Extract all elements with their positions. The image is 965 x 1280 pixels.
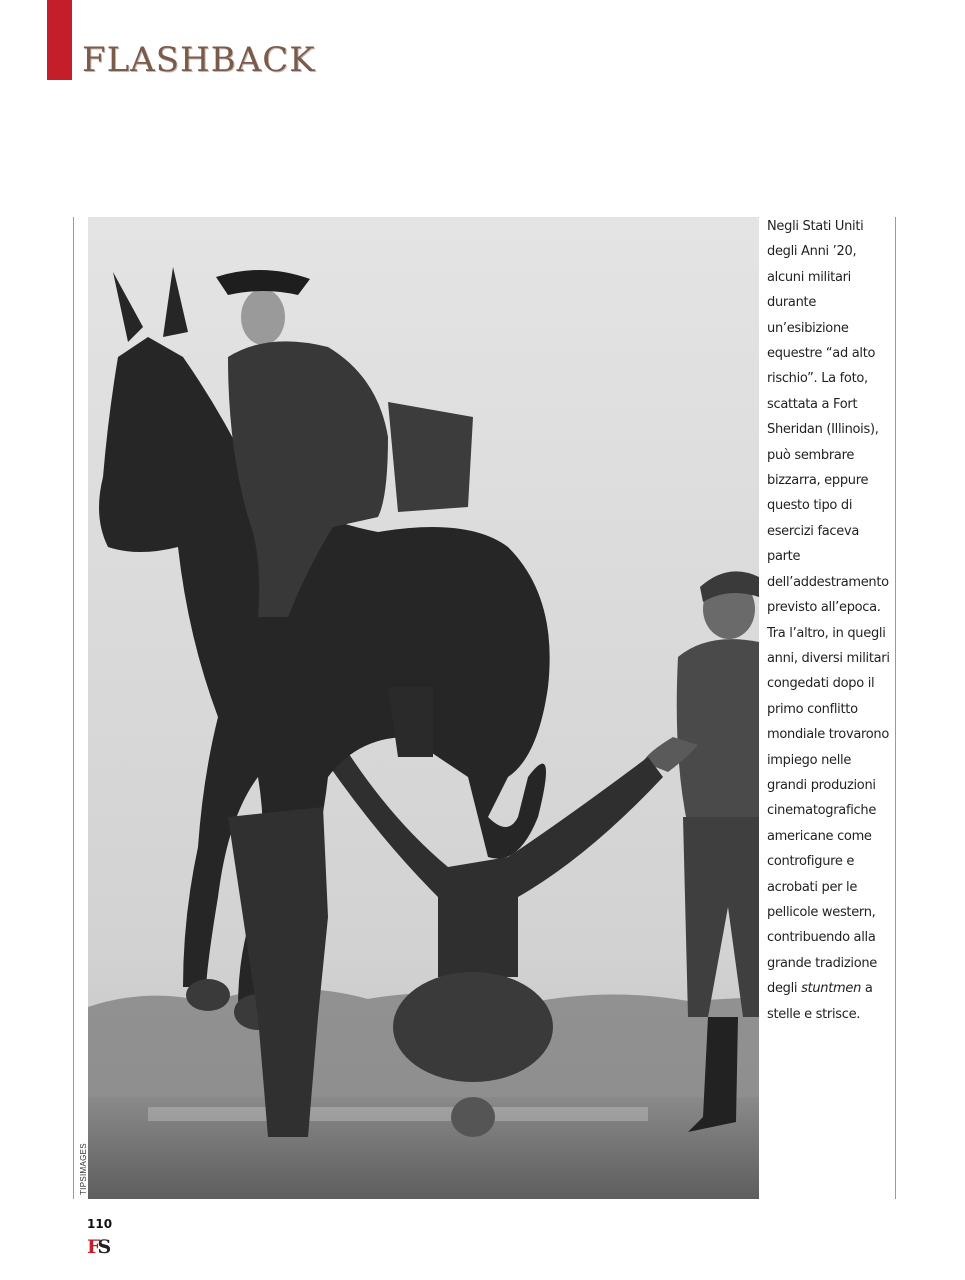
photo-illustration xyxy=(88,217,759,1199)
magazine-logo xyxy=(87,1236,108,1258)
caption-text: Negli Stati Uniti degli Anni ’20, alcuni militari durante un’esibizione equestre “ad alto rischio”. La foto, scattata a Fort Sheridan (Illinois), può sembrare bizzarra, eppure questo tipo di esercizi faceva parte dell’addestramento previsto all’epoca. Tra l’altro, in quegli anni, diversi militari congedati dopo il primo conflitto mondiale trovarono impiego nelle grandi produzioni cinematografiche americane come controfigure e acrobati per le pellicole western, contribuendo alla grande tradizione degli xyxy=(767,219,890,997)
caption-text-end: a stelle e strisce. xyxy=(767,981,873,1022)
historic-photo xyxy=(88,217,759,1199)
photo-credit: TIPSIMAGES xyxy=(79,1143,88,1195)
page-number: 110 xyxy=(87,1217,113,1231)
caption-emphasis: stuntmen xyxy=(801,981,862,997)
section-marker xyxy=(47,0,72,80)
water-strip xyxy=(148,1107,648,1121)
column-divider-left xyxy=(73,217,74,1199)
column-divider-right xyxy=(895,217,896,1199)
photo-caption xyxy=(767,214,892,1027)
section-title: FLASHBACK xyxy=(82,40,316,80)
logo-letter-f: F xyxy=(87,1236,98,1258)
logo-letter-s: S xyxy=(97,1236,109,1258)
